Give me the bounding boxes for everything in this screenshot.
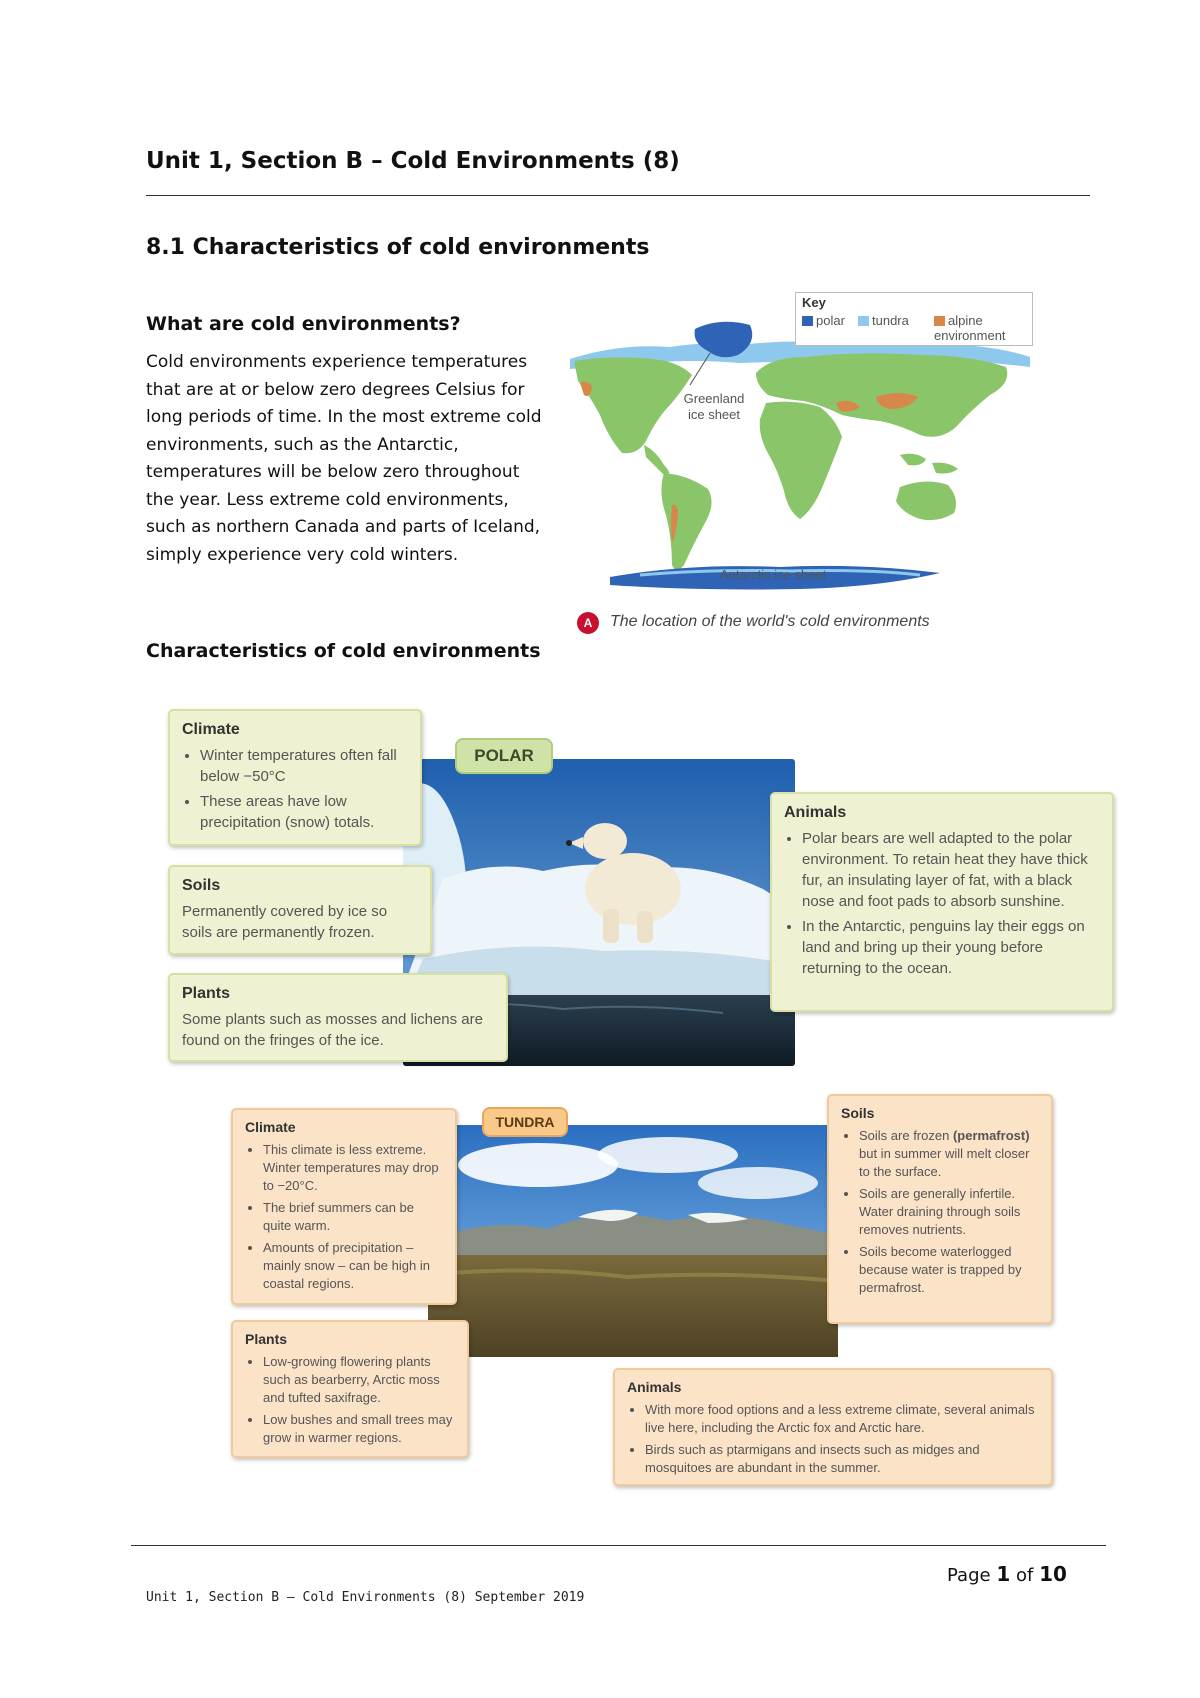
greenland-label: Greenland ice sheet (683, 391, 745, 422)
polar-animals-box (770, 792, 1114, 1012)
page-number (947, 1562, 1067, 1586)
tundra-soils-item (859, 1127, 1039, 1181)
key-alpine-label: alpine environment (934, 313, 1006, 343)
tundra-climate-box (231, 1108, 457, 1305)
page-label: Page (947, 1565, 991, 1586)
key-polar (802, 313, 845, 328)
polar-climate-item: • Winter temperatures often fall below −50°C (200, 745, 408, 787)
polar-climate-box (168, 709, 422, 846)
tundra-soils-item: • Soils become waterlogged because water is trapped by permafrost. (859, 1243, 1039, 1297)
key-polar-label: polar (816, 313, 845, 328)
tundra-climate-item: • The brief summers can be quite warm. (263, 1199, 443, 1235)
polar-plants-title: Plants (182, 985, 231, 1002)
polar-climate-item: • These areas have low precipitation (snow) totals. (200, 791, 408, 833)
document-header-title: Unit 1, Section B – Cold Environments (8) (146, 148, 680, 174)
polar-soils-title: Soils (182, 877, 221, 894)
footer-divider (131, 1545, 1106, 1546)
footer-text: Unit 1, Section B – Cold Environments (8) September 2019 (146, 1590, 585, 1605)
tundra-plants-item: • Low-growing flowering plants such as bearberry, Arctic moss and tufted saxifrage. (263, 1353, 455, 1407)
page-of: of (1015, 1565, 1034, 1586)
tundra-plants-box (231, 1320, 469, 1458)
polar-climate-title: Climate (182, 721, 240, 738)
key-tundra (858, 313, 909, 328)
section-title: 8.1 Characteristics of cold environments (146, 235, 650, 260)
key-alpine (934, 313, 1028, 343)
tundra-animals-item: • Birds such as ptarmigans and insects such as midges and mosquitoes are abundant in the summer. (645, 1441, 1039, 1477)
header-divider (146, 195, 1090, 196)
polar-animals-title: Animals (784, 804, 847, 821)
map-key (795, 292, 1033, 346)
tundra-soils-item: • Soils are generally infertile. Water draining through soils removes nutrients. (859, 1185, 1039, 1239)
characteristics-heading: Characteristics of cold environments (146, 640, 541, 662)
polar-soils-text: Permanently covered by ice so soils are permanently frozen. (182, 903, 388, 941)
figure-badge: A (577, 612, 599, 634)
page-current: 1 (996, 1562, 1011, 1586)
polar-swatch (802, 316, 813, 326)
tundra-soils-title: Soils (841, 1105, 875, 1121)
tundra-climate-item: • Amounts of precipitation – mainly snow – can be high in coastal regions. (263, 1239, 443, 1293)
tundra-plants-title: Plants (245, 1331, 288, 1347)
tundra-landscape-photo (428, 1125, 838, 1357)
polar-tag: POLAR (455, 738, 553, 774)
tundra-animals-title: Animals (627, 1379, 682, 1395)
polar-animals-item: • Polar bears are well adapted to the polar environment. To retain heat they have thick fur, an insulating layer of fat, with a black nose and foot pads to absorb sunshine. (802, 828, 1100, 912)
tundra-climate-item: • This climate is less extreme. Winter temperatures may drop to −20°C. (263, 1141, 443, 1195)
page-total: 10 (1039, 1562, 1067, 1586)
tundra-climate-title: Climate (245, 1119, 296, 1135)
antarctic-label: Antarctic ice sheet (720, 567, 827, 582)
tundra-animals-item: • With more food options and a less extreme climate, several animals live here, including the Arctic fox and Arctic hare. (645, 1401, 1039, 1437)
permafrost-term: (permafrost) (952, 1128, 1030, 1143)
tundra-soils-box (827, 1094, 1053, 1324)
tundra-tag: TUNDRA (482, 1107, 568, 1137)
tundra-swatch (858, 316, 869, 326)
tundra-plants-item: • Low bushes and small trees may grow in warmer regions. (263, 1411, 455, 1447)
intro-paragraph: Cold environments experience temperatures that are at or below zero degrees Celsius for long periods of time. In the most extreme cold environments, such as the Antarctic, temperatures will be below zero throughout the year. Less extreme cold environments, such as northern Canada and parts of Iceland, simply experience very cold winters. (146, 352, 542, 565)
polar-plants-box (168, 973, 508, 1062)
figure-caption: The location of the world's cold environments (610, 613, 930, 630)
polar-soils-box (168, 865, 432, 955)
tundra-soils-item1-pre: Soils are frozen (859, 1128, 950, 1143)
polar-animals-item: • In the Antarctic, penguins lay their eggs on land and bring up their young before returning to the ocean. (802, 916, 1100, 979)
tundra-soils-item1-post: but in summer will melt closer to the surface. (859, 1146, 1030, 1179)
map-key-title: Key (802, 295, 826, 310)
intro-heading: What are cold environments? (146, 313, 461, 335)
alpine-swatch (934, 316, 945, 326)
key-tundra-label: tundra (872, 313, 909, 328)
tundra-animals-box (613, 1368, 1053, 1486)
polar-plants-text: Some plants such as mosses and lichens are found on the fringes of the ice. (182, 1011, 483, 1049)
